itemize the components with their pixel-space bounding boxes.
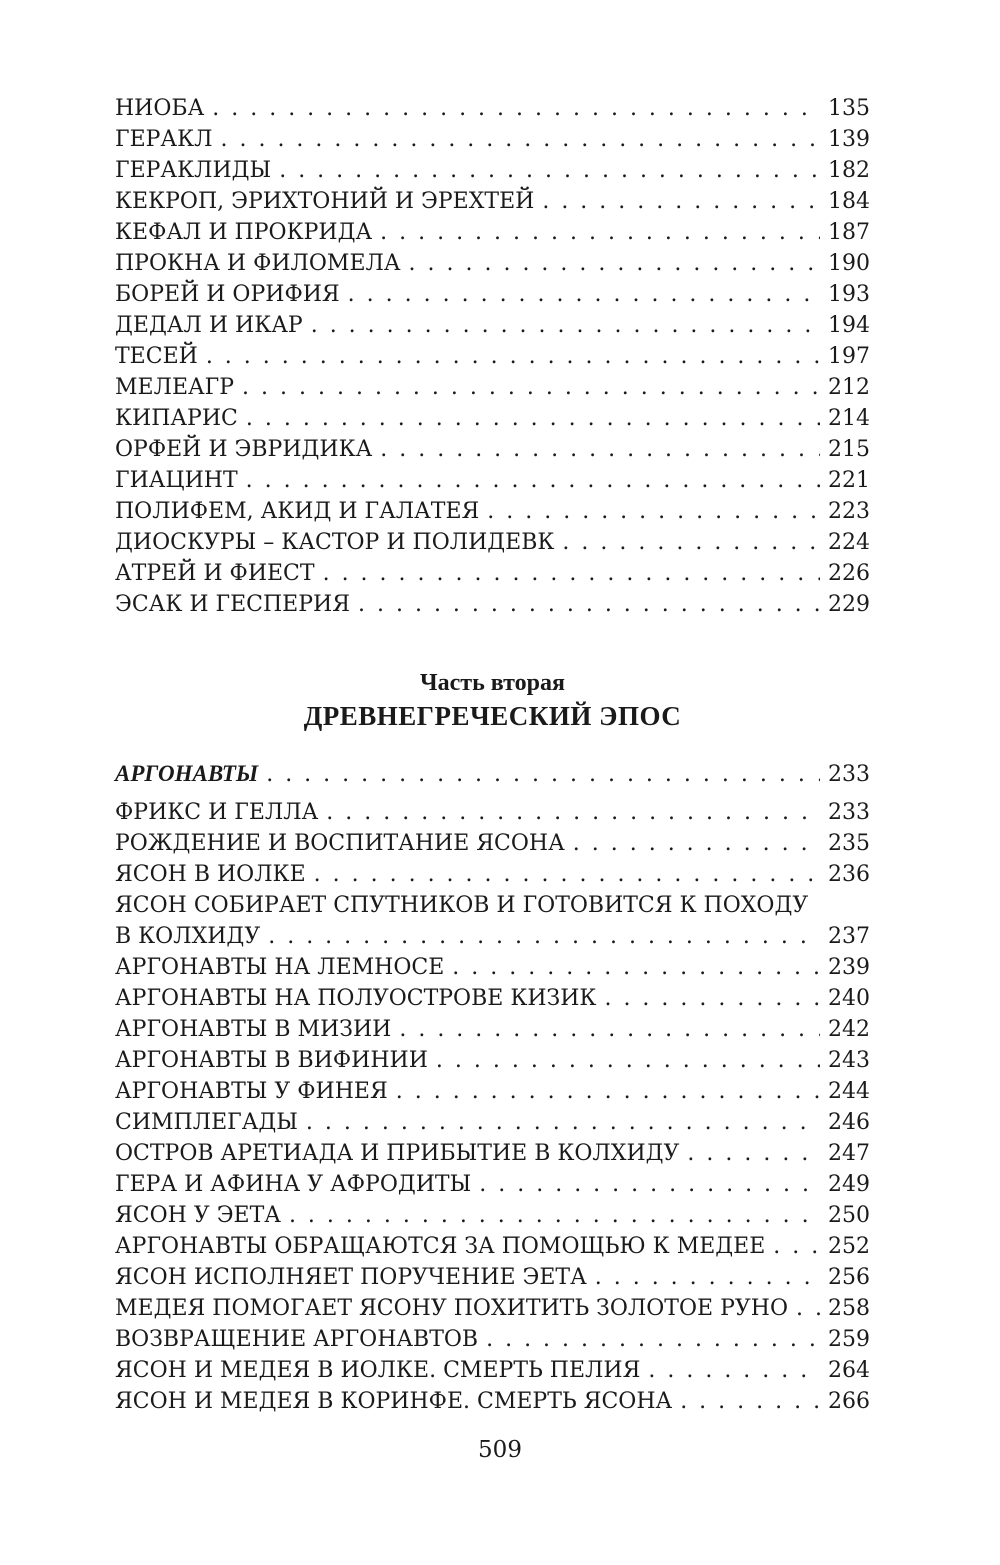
toc-entry-row[interactable] [115,372,870,403]
toc-entry-row[interactable] [115,434,870,465]
toc-entry-page: 187 [828,220,870,245]
toc-entry-row[interactable] [115,859,870,890]
toc-entry-page: 258 [828,1296,870,1321]
dot-leader [206,341,820,372]
toc-entry-row[interactable] [115,1107,870,1138]
toc-entry-title: ГЕРАКЛ [115,127,213,152]
dot-leader [311,310,820,341]
dot-leader [348,279,820,310]
toc-entry-page: 246 [828,1110,870,1135]
toc-entry-page: 233 [828,800,870,825]
toc-entry-page: 139 [828,127,870,152]
dot-leader [604,983,820,1014]
toc-entry-row[interactable] [115,248,870,279]
toc-entry-row[interactable] [115,1045,870,1076]
toc-entry-title: МЕЛЕАГР [115,375,235,400]
toc-entry-page: 223 [828,499,870,524]
toc-entry-page: 221 [828,468,870,493]
page-number: 509 [478,1437,522,1463]
toc-entry-row[interactable] [115,155,870,186]
toc-entry-title: АРГОНАВТЫ НА ЛЕМНОСЕ [115,955,445,980]
dot-leader [246,465,820,496]
toc-entry-row[interactable] [115,310,870,341]
toc-entry-title: ОРФЕЙ И ЭВРИДИКА [115,437,373,462]
toc-entry-title-line1: ЯСОН СОБИРАЕТ СПУТНИКОВ И ГОТОВИТСЯ К ПОХОДУ [115,893,809,918]
toc-entry-title: ЭСАК И ГЕСПЕРИЯ [115,592,350,617]
toc-entry-page: 239 [828,955,870,980]
dot-leader [479,1169,820,1200]
part-heading [115,668,870,734]
toc-entry-page: 266 [828,1389,870,1414]
dot-leader [314,859,820,890]
toc-entry-page: 250 [828,1203,870,1228]
toc-entry-row[interactable] [115,921,870,952]
toc-entry-row[interactable] [115,952,870,983]
toc-entry-row[interactable] [115,983,870,1014]
toc-entry-row[interactable] [115,527,870,558]
toc-entry-title: ЯСОН ИСПОЛНЯЕТ ПОРУЧЕНИЕ ЭЕТА [115,1265,587,1290]
dot-leader [279,155,820,186]
toc-entry-title: В КОЛХИДУ [115,924,261,949]
toc-entry-title: ТЕСЕЙ [115,344,198,369]
toc-entry-page: 249 [828,1172,870,1197]
section-argonauts [115,758,870,1417]
dot-leader [306,1107,820,1138]
toc-entry-page: 236 [828,862,870,887]
dot-leader [409,248,820,279]
toc-entry-page: 242 [828,1017,870,1042]
toc-entry-title: ЯСОН В ИОЛКЕ [115,862,306,887]
toc-entry-title: ПОЛИФЕМ, АКИД И ГАЛАТЕЯ [115,499,480,524]
dot-leader [486,1324,820,1355]
toc-entry-title: АРГОНАВТЫ НА ПОЛУОСТРОВЕ КИЗИК [115,986,597,1011]
toc-entry-row[interactable] [115,1293,870,1324]
toc-entry-page: 240 [828,986,870,1011]
toc-entry-page: 252 [828,1234,870,1259]
toc-entry-row[interactable] [115,93,870,124]
toc-entry-row[interactable] [115,1138,870,1169]
toc-entry-row[interactable] [115,465,870,496]
toc-entry-page: 212 [828,375,870,400]
toc-entry-page: 190 [828,251,870,276]
dot-leader [436,1045,820,1076]
dot-leader [268,921,820,952]
toc-entry-page: 197 [828,344,870,369]
toc-entry-page: 243 [828,1048,870,1073]
dot-leader [562,527,820,558]
toc-entry-title: ФРИКС И ГЕЛЛА [115,800,319,825]
toc-entry-title: ДИОСКУРЫ – КАСТОР И ПОЛИДЕВК [115,530,555,555]
toc-entry-page: 256 [828,1265,870,1290]
toc-entry-row[interactable] [115,217,870,248]
toc-entry-title: НИОБА [115,96,205,121]
toc-entry-title: ЯСОН У ЭЕТА [115,1203,281,1228]
dot-leader [542,186,820,217]
toc-entry-page: 229 [828,592,870,617]
dot-leader [323,558,820,589]
toc-entry-title: ПРОКНА И ФИЛОМЕЛА [115,251,401,276]
dot-leader [399,1014,820,1045]
toc-entry-page: 247 [828,1141,870,1166]
toc-entry-row-line1[interactable] [115,890,870,921]
toc-section-page: 233 [828,762,870,787]
toc-entry-title: ГИАЦИНТ [115,468,238,493]
toc-entry-title: АРГОНАВТЫ В МИЗИИ [115,1017,392,1042]
toc-entry-title: КЕКРОП, ЭРИХТОНИЙ И ЭРЕХТЕЙ [115,189,535,214]
toc-list-part2 [115,797,870,1417]
toc-entry-page: 237 [828,924,870,949]
toc-entry-row[interactable] [115,1200,870,1231]
dot-leader [289,1200,820,1231]
toc-entry-row[interactable] [115,1169,870,1200]
toc-entry-row[interactable] [115,797,870,828]
toc-entry-title: КЕФАЛ И ПРОКРИДА [115,220,373,245]
toc-entry-row[interactable] [115,1076,870,1107]
dot-leader [246,403,820,434]
dot-leader [266,759,820,790]
toc-entry-row[interactable] [115,496,870,527]
toc-page [115,93,870,1417]
toc-entry-page: 259 [828,1327,870,1352]
toc-entry-page: 182 [828,158,870,183]
dot-leader [487,496,820,527]
toc-entry-row[interactable] [115,1355,870,1386]
part-title: ДРЕВНЕГРЕЧЕСКИЙ ЭПОС [303,701,682,731]
dot-leader [648,1355,820,1386]
toc-entry-page: 194 [828,313,870,338]
toc-entry-row[interactable] [115,1386,870,1417]
toc-entry-title: ГЕРА И АФИНА У АФРОДИТЫ [115,1172,472,1197]
toc-entry-row[interactable] [115,1231,870,1262]
toc-entry-title: ЯСОН И МЕДЕЯ В ИОЛКЕ. СМЕРТЬ ПЕЛИЯ [115,1358,641,1383]
toc-entry-page: 226 [828,561,870,586]
dot-leader [396,1076,820,1107]
part-label: Часть вторая [420,670,565,696]
dot-leader [358,589,820,620]
toc-section-row[interactable] [115,758,870,789]
toc-entry-row[interactable] [115,186,870,217]
toc-entry-title: АРГОНАВТЫ В ВИФИНИИ [115,1048,428,1073]
toc-entry-title: БОРЕЙ И ОРИФИЯ [115,282,340,307]
toc-entry-page: 224 [828,530,870,555]
dot-leader [380,434,820,465]
toc-entry-page: 215 [828,437,870,462]
toc-entry-row[interactable] [115,1014,870,1045]
dot-leader [220,124,820,155]
toc-entry-row[interactable] [115,279,870,310]
toc-entry-title: АРГОНАВТЫ У ФИНЕЯ [115,1079,388,1104]
dot-leader [796,1293,820,1324]
toc-entry-title: МЕДЕЯ ПОМОГАЕТ ЯСОНУ ПОХИТИТЬ ЗОЛОТОЕ РУНО [115,1296,788,1321]
toc-entry-row[interactable] [115,341,870,372]
toc-entry-title: СИМПЛЕГАДЫ [115,1110,298,1135]
dot-leader [773,1231,820,1262]
toc-entry-page: 184 [828,189,870,214]
toc-entry-page: 135 [828,96,870,121]
toc-entry-row[interactable] [115,1324,870,1355]
dot-leader [380,217,820,248]
toc-entry-row[interactable] [115,124,870,155]
toc-entry-title: ГЕРАКЛИДЫ [115,158,272,183]
dot-leader [212,93,820,124]
toc-entry-title: ОСТРОВ АРЕТИАДА И ПРИБЫТИЕ В КОЛХИДУ [115,1141,680,1166]
toc-entry-title: ЯСОН И МЕДЕЯ В КОРИНФЕ. СМЕРТЬ ЯСОНА [115,1389,673,1414]
toc-entry-row[interactable] [115,558,870,589]
dot-leader [595,1262,820,1293]
toc-entry-row[interactable] [115,1262,870,1293]
toc-entry-page: 264 [828,1358,870,1383]
toc-entry-page: 193 [828,282,870,307]
toc-entry-page: 244 [828,1079,870,1104]
toc-entry-row[interactable] [115,589,870,620]
toc-entry-title: АТРЕЙ И ФИЕСТ [115,561,315,586]
toc-entry-row[interactable] [115,828,870,859]
toc-entry-title: РОЖДЕНИЕ И ВОСПИТАНИЕ ЯСОНА [115,831,565,856]
dot-leader [326,797,820,828]
toc-entry-title: ВОЗВРАЩЕНИЕ АРГОНАВТОВ [115,1327,479,1352]
toc-entry-page: 235 [828,831,870,856]
dot-leader [452,952,820,983]
toc-entry-title: КИПАРИС [115,406,238,431]
toc-entry-title: ДЕДАЛ И ИКАР [115,313,303,338]
dot-leader [680,1386,820,1417]
toc-entry-row[interactable] [115,403,870,434]
toc-list-part1 [115,93,870,620]
toc-entry-page: 214 [828,406,870,431]
dot-leader [687,1138,820,1169]
dot-leader [242,372,820,403]
toc-entry-title: АРГОНАВТЫ ОБРАЩАЮТСЯ ЗА ПОМОЩЬЮ К МЕДЕЕ [115,1234,766,1259]
toc-section-title: АРГОНАВТЫ [115,761,259,786]
dot-leader [573,828,820,859]
